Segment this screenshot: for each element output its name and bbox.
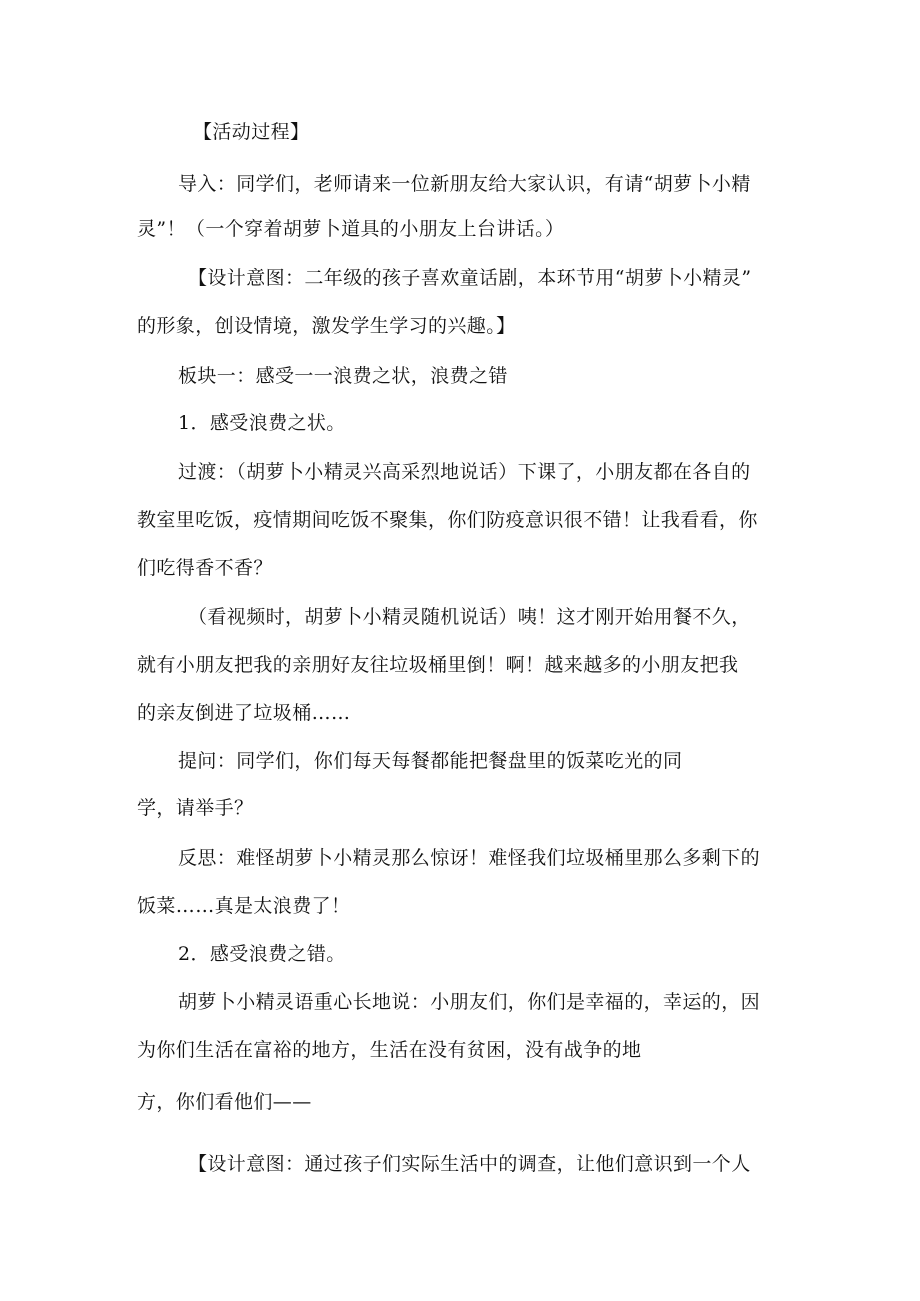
section-heading-activity-process: 【活动过程】	[193, 121, 310, 143]
subheading-1: 1．感受浪费之状。	[178, 412, 346, 434]
design-intent-1-line-1: 【设计意图：二年级的孩子喜欢童话剧，本环节用“胡萝卜小精灵”	[188, 267, 752, 289]
paragraph-video-line-2: 就有小朋友把我的亲朋好友往垃圾桶里倒！啊！越来越多的小朋友把我	[137, 654, 739, 676]
design-intent-2-line-1: 【设计意图：通过孩子们实际生活中的调查，让他们意识到一个人	[188, 1153, 751, 1175]
paragraph-video-line-3: 的亲友倒进了垃圾桶……	[137, 702, 351, 724]
paragraph-reflection-line-1: 反思：难怪胡萝卜小精灵那么惊讶！难怪我们垃圾桶里那么多剩下的	[178, 847, 761, 869]
paragraph-carrot-speech-line-1: 胡萝卜小精灵语重心长地说：小朋友们，你们是幸福的，幸运的，因	[178, 991, 761, 1013]
paragraph-transition-line-2: 教室里吃饭，疫情期间吃饭不聚集，你们防疫意识很不错！让我看看，你	[137, 509, 758, 531]
paragraph-intro-line-1: 导入：同学们，老师请来一位新朋友给大家认识，有请“胡萝卜小精	[178, 173, 751, 195]
design-intent-1-line-2: 的形象，创设情境，激发学生学习的兴趣。】	[137, 315, 516, 337]
subheading-2: 2．感受浪费之错。	[178, 943, 346, 965]
paragraph-transition-line-3: 们吃得香不香？	[137, 557, 273, 579]
paragraph-carrot-speech-line-3: 方，你们看他们——	[137, 1091, 312, 1113]
paragraph-question-line-2: 学，请举手？	[137, 797, 254, 819]
paragraph-carrot-speech-line-2: 为你们生活在富裕的地方，生活在没有贫困，没有战争的地	[137, 1039, 642, 1061]
section-heading-block-one: 板块一：感受一一浪费之状，浪费之错	[178, 365, 508, 387]
paragraph-intro-line-2: 灵”！（一个穿着胡萝卜道具的小朋友上台讲话。）	[137, 218, 565, 240]
paragraph-reflection-line-2: 饭菜……真是太浪费了！	[137, 895, 351, 917]
paragraph-transition-line-1: 过渡：（胡萝卜小精灵兴高采烈地说话）下课了，小朋友都在各自的	[178, 461, 751, 483]
paragraph-question-line-1: 提问：同学们，你们每天每餐都能把餐盘里的饭菜吃光的同	[178, 750, 683, 772]
paragraph-video-line-1: （看视频时，胡萝卜小精灵随机说话）咦！这才刚开始用餐不久，	[188, 606, 751, 628]
